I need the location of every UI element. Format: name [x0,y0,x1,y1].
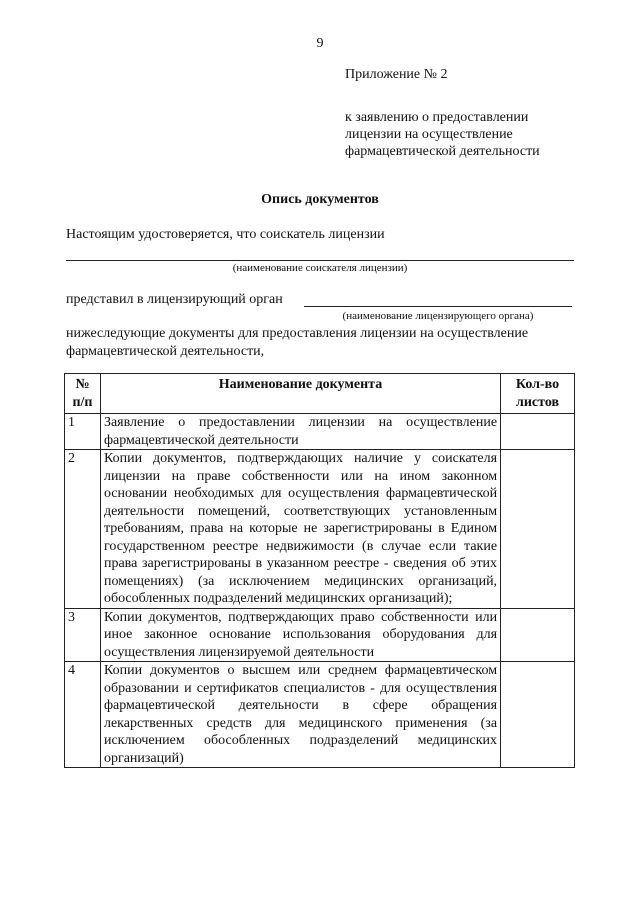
applicant-fill-line [66,260,574,261]
applicant-caption: (наименование соискателя лицензии) [232,262,408,274]
authority-caption: (наименование лицензирующего органа) [342,310,534,322]
authority-fill-line [304,306,572,307]
submitted-text: представил в лицензирующий орган [66,292,283,307]
appendix-subtitle: к заявлению о предоставлении лицензии на осуществление фармацевтической деятельности [345,110,540,159]
row-count [501,414,575,450]
row-count [501,450,575,609]
header-num: № п/п [65,374,101,414]
header-count: Кол-во листов [501,374,575,414]
table-row [65,414,575,450]
table-row [65,450,575,609]
row-name: Копии документов, подтверждающих наличие у соискателя лицензии на праве собственности или на ином законном основании необходимых для осуществления фармацевтической деятельности помещений, соответствующих установленным требованиям, права на которые не зарегистрированы в Едином государственном реестре недвижимости (в случае если такие права зарегистрированы в указанном реестре - сведения об этих помещениях) (за исключением медицинских организаций, обособленных подразделений медицинских организаций); [100,450,500,609]
certify-text: Настоящим удостоверяется, что соискатель лицензии [66,227,385,242]
row-num: 1 [65,414,101,450]
appendix-title: Приложение № 2 [345,67,448,82]
document-title: Опись документов [261,192,379,207]
row-name: Копии документов о высшем или среднем фармацевтическом образовании и сертификатов специалистов - для осуществления фармацевтической деятельности в сфере обращения лекарственных средств для медицинского применения (за исключением обособленных подразделений медицинских организаций) [100,662,500,768]
header-name: Наименование документа [100,374,500,414]
appendix-block [345,66,605,160]
following-text: нижеследующие документы для предоставления лицензии на осуществление фармацевтической деятельности, [66,326,529,359]
table-row [65,662,575,768]
row-num: 3 [65,608,101,662]
row-num: 4 [65,662,101,768]
row-name: Копии документов, подтверждающих право собственности или иное законное основание использования оборудования для осуществления лицензируемой деятельности [100,608,500,662]
row-count [501,608,575,662]
row-num: 2 [65,450,101,609]
table-row [65,608,575,662]
documents-table [64,373,575,768]
row-count [501,662,575,768]
table-header-row [65,374,575,414]
row-name: Заявление о предоставлении лицензии на осуществление фармацевтической деятельности [100,414,500,450]
page-number: 9 [316,36,324,51]
